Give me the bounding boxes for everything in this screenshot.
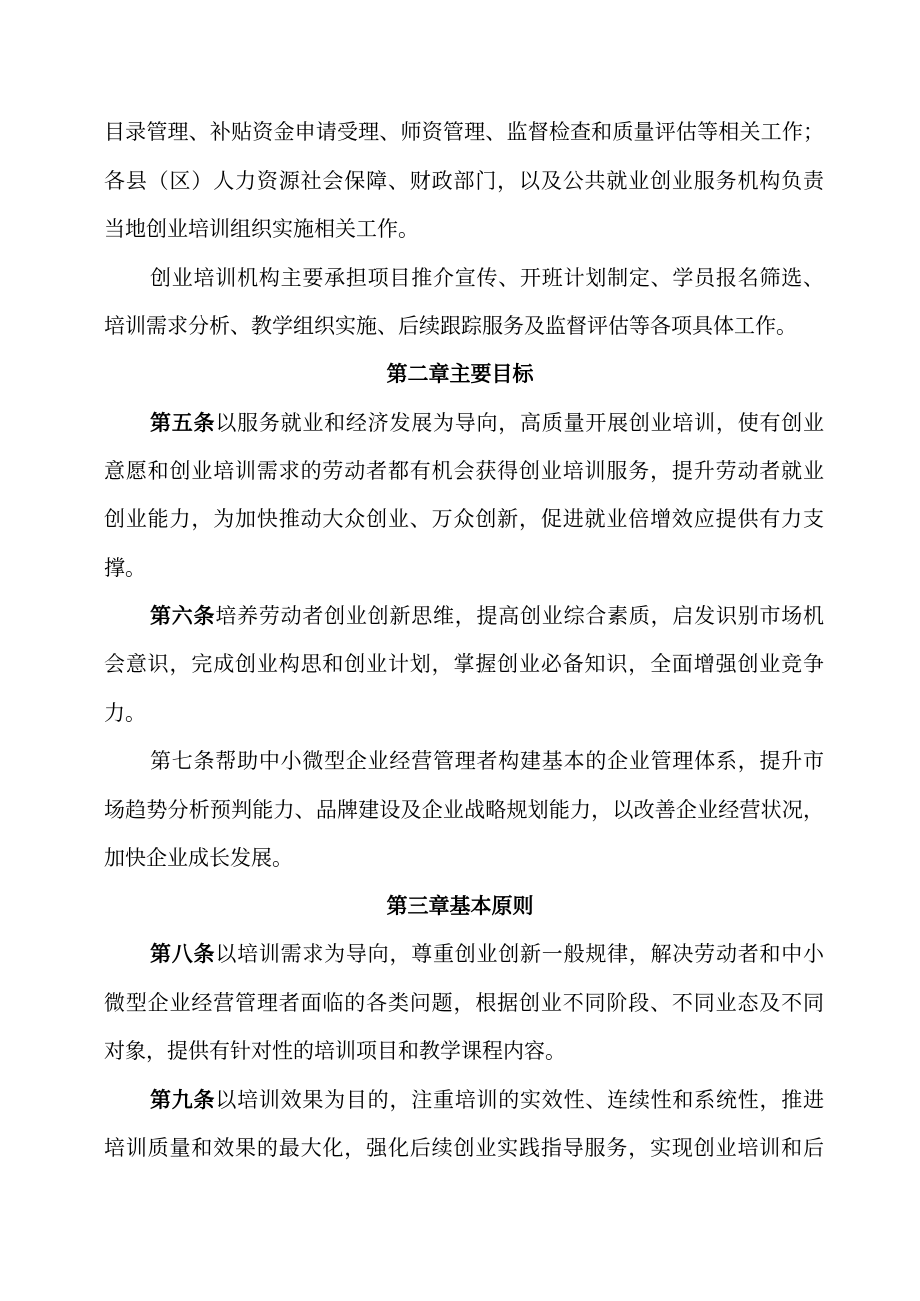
article-label: 第九条 [150,1087,216,1112]
chapter-heading: 第二章主要目标 [386,361,534,386]
text-span: 以培训效果为目的，注重培训的实效性、连续性和系统性，推进 [215,1088,825,1112]
chapter-heading: 第三章基本原则 [386,893,534,918]
text-span: 培训质量和效果的最大化，强化后续创业实践指导服务，实现创业培训和后 [104,1136,825,1160]
article-line [150,1085,824,1115]
article-line [104,456,824,486]
article-line [150,746,824,776]
text-span: 目录管理、补贴资金申请受理、师资管理、监督检查和质量评估等相关工作； [104,120,825,144]
text-span: 各县（区）人力资源社会保障、财政部门，以及公共就业创业服务机构负责 [104,169,825,193]
article-line: 撑。 [104,556,146,580]
article-label: 第八条 [150,941,216,966]
text-span: 培养劳动者创业创新思维，提高创业综合素质，启发识别市场机 [215,604,825,628]
paragraph-line: 当地创业培训组织实施相关工作。 [104,217,419,241]
text-span: 以培训需求为导向，尊重创业创新一般规律，解决劳动者和中小 [215,942,825,966]
article-label: 第六条 [150,603,216,628]
article-line [104,649,824,679]
text-span: 创业培训机构主要承担项目推介宣传、开班计划制定、学员报名筛选、 [150,266,825,290]
article-first-line [150,939,825,969]
text-span: 创业能力，为加快推动大众创业、万众创新，促进就业倍增效应提供有力支 [104,507,825,531]
article-line [104,504,824,534]
text-span: 第七条帮助中小微型企业经营管理者构建基本的企业管理体系，提升市 [150,749,825,773]
text-span: 场趋势分析预判能力、品牌建设及企业战略规划能力，以改善企业经营状况， [104,798,825,822]
article-line [150,601,824,631]
text-span: 微型企业经营管理者面临的各类问题，根据创业不同阶段、不同业态及不同 [104,991,825,1015]
article-first-line [150,1085,825,1115]
article-line [104,1133,824,1163]
paragraph-line [104,166,824,196]
article-label: 第五条 [150,410,216,435]
article-line [104,988,824,1018]
article-line [150,408,824,438]
text-span: 意愿和创业培训需求的劳动者都有机会获得创业培训服务，提升劳动者就业 [104,459,825,483]
article-line: 力。 [104,701,146,725]
article-first-line [150,601,825,631]
article-line: 对象，提供有针对性的培训项目和教学课程内容。 [104,1039,566,1063]
paragraph-line [150,263,824,293]
paragraph-line [104,117,824,147]
article-line: 加快企业成长发展。 [104,846,293,870]
text-span: 以服务就业和经济发展为导向，高质量开展创业培训，使有创业 [215,411,825,435]
article-first-line [150,408,825,438]
article-line [104,795,824,825]
text-span: 会意识，完成创业构思和创业计划，掌握创业必备知识，全面增强创业竞争 [104,652,825,676]
article-line [150,939,824,969]
paragraph-line: 培训需求分析、教学组织实施、后续跟踪服务及监督评估等各项具体工作。 [104,314,797,338]
